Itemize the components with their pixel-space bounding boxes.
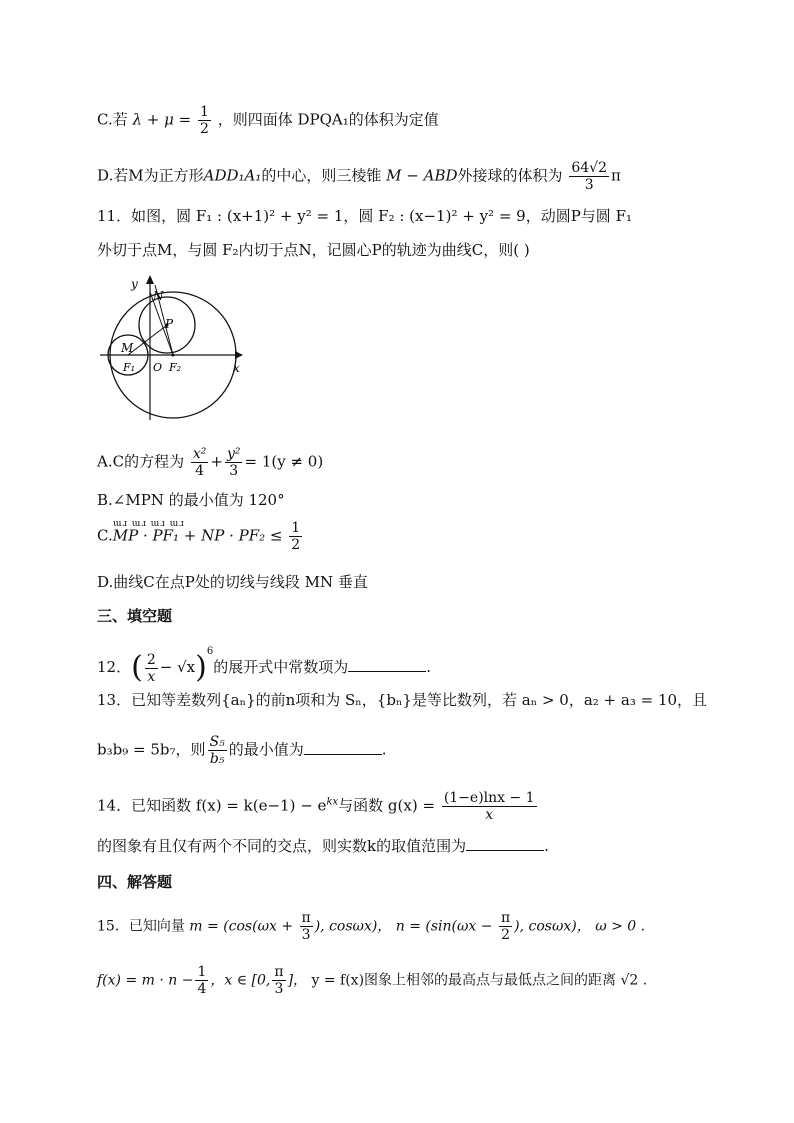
label-m: M [121,341,134,355]
answer-blank[interactable] [304,740,382,755]
fraction: $\frac{\text{y²}}{3}$ [226,446,241,479]
option-c2: ɯɹ ɯɹ ɯɹ ɯɹ C.MP · PF₁ + NP · PF₂ ≤ $\frac{1}{2}$ [97,520,304,553]
q13-line2: b₃b₉ = 5b₇，则 $\frac{\text{S₅}}{\text{b₅}}$ 的最小值为 . [97,734,387,767]
q15-line1: 15．已知向量 m = (cos(ωx + $\frac{\pi}{3}$ ), cosωx)， n = (sin(ωx − $\frac{\pi}{2}$ ), cosωx)， ω > 0 . [97,910,646,943]
fraction: $\frac{1}{4}$ [197,964,207,997]
q14-line1: 14．已知函数 $f(x) = k(e-1) - e^{kx}$与函数 g(x) = $\frac{(1-e)\ln x - 1}{x}$ [97,790,535,823]
q12: 12．( $\frac{2}{x}$ − √x)$^6$的展开式中常数项为 . [97,646,431,685]
label-y: y [131,277,138,291]
fraction: $\frac{\pi}{2}$ [500,910,511,943]
vector-arrows: ɯɹ ɯɹ ɯɹ ɯɹ [113,519,185,529]
fraction: $\frac{64√2}{3}$ [571,160,607,193]
option-d2: D.曲线C在点P处的切线与线段 MN 垂直 [97,573,368,591]
answer-blank[interactable] [466,836,544,851]
fraction: $\frac{\pi}{3}$ [301,910,311,943]
q11-line1: 11．如图，圆 F₁ : (x+1)² + y² = 1，圆 F₂ : (x−1)² + y² = 9，动圆P与圆 F₁ [97,207,632,225]
option-c-line: C.若 λ + μ = $\frac{1}{2}$ ，则四面体 DPQA₁的体积为定值 [97,104,439,137]
section-fill-blank: 三、填空题 [97,607,173,625]
fraction: $\frac{1}{2}$ [199,104,209,137]
q11-line2: 外切于点M，与圆 F₂内切于点N，记圆心P的轨迹为曲线C，则( ) [97,241,530,259]
fraction: $\frac{2}{x}$ [146,651,156,685]
label-f1: F₁ [123,361,136,374]
q14-line2: 的图象有且仅有两个不同的交点，则实数k的取值范围为 . [97,837,549,855]
q15-line2: f(x) = m · n − $\frac{1}{4}$ ，x ∈ [0, $\frac{\pi}{3}$ ]， y = f(x)图象上相邻的最高点与最低点之间的距离 √2 . [97,964,648,997]
label-x: x [233,361,240,375]
option-d-line: D.若M为正方形ADD₁A₁的中心，则三棱锥 M − ABD外接球的体积为 $\frac{64√2}{3}$ π [97,160,621,193]
option-b: B.∠MPN 的最小值为 120° [97,491,285,509]
circle-diagram [95,270,245,420]
fraction: $\frac{(1-e)\ln x - 1}{x}$ [443,790,535,823]
fraction: $\frac{\text{S₅}}{\text{b₅}}$ [209,734,225,767]
label-p: P [165,317,174,331]
label-o: O [153,361,163,374]
fraction: $\frac{\text{x²}}{4}$ [192,446,207,479]
q13-line1: 13．已知等差数列{aₙ}的前n项和为 Sₙ，{bₙ}是等比数列，若 aₙ > 0，a₂ + a₃ = 10，且 [97,691,708,709]
answer-blank[interactable] [348,657,426,672]
fraction: $\frac{1}{2}$ [291,520,301,553]
option-a: A.C的方程为 $\frac{\text{x²}}{4}$ + $\frac{\text{y²}}{3}$ = 1(y ≠ 0) [97,446,324,479]
label-f2: F₂ [169,361,182,374]
fraction: $\frac{\pi}{3}$ [274,964,284,997]
label-n: N [153,289,164,303]
section-answers: 四、解答题 [97,873,173,891]
